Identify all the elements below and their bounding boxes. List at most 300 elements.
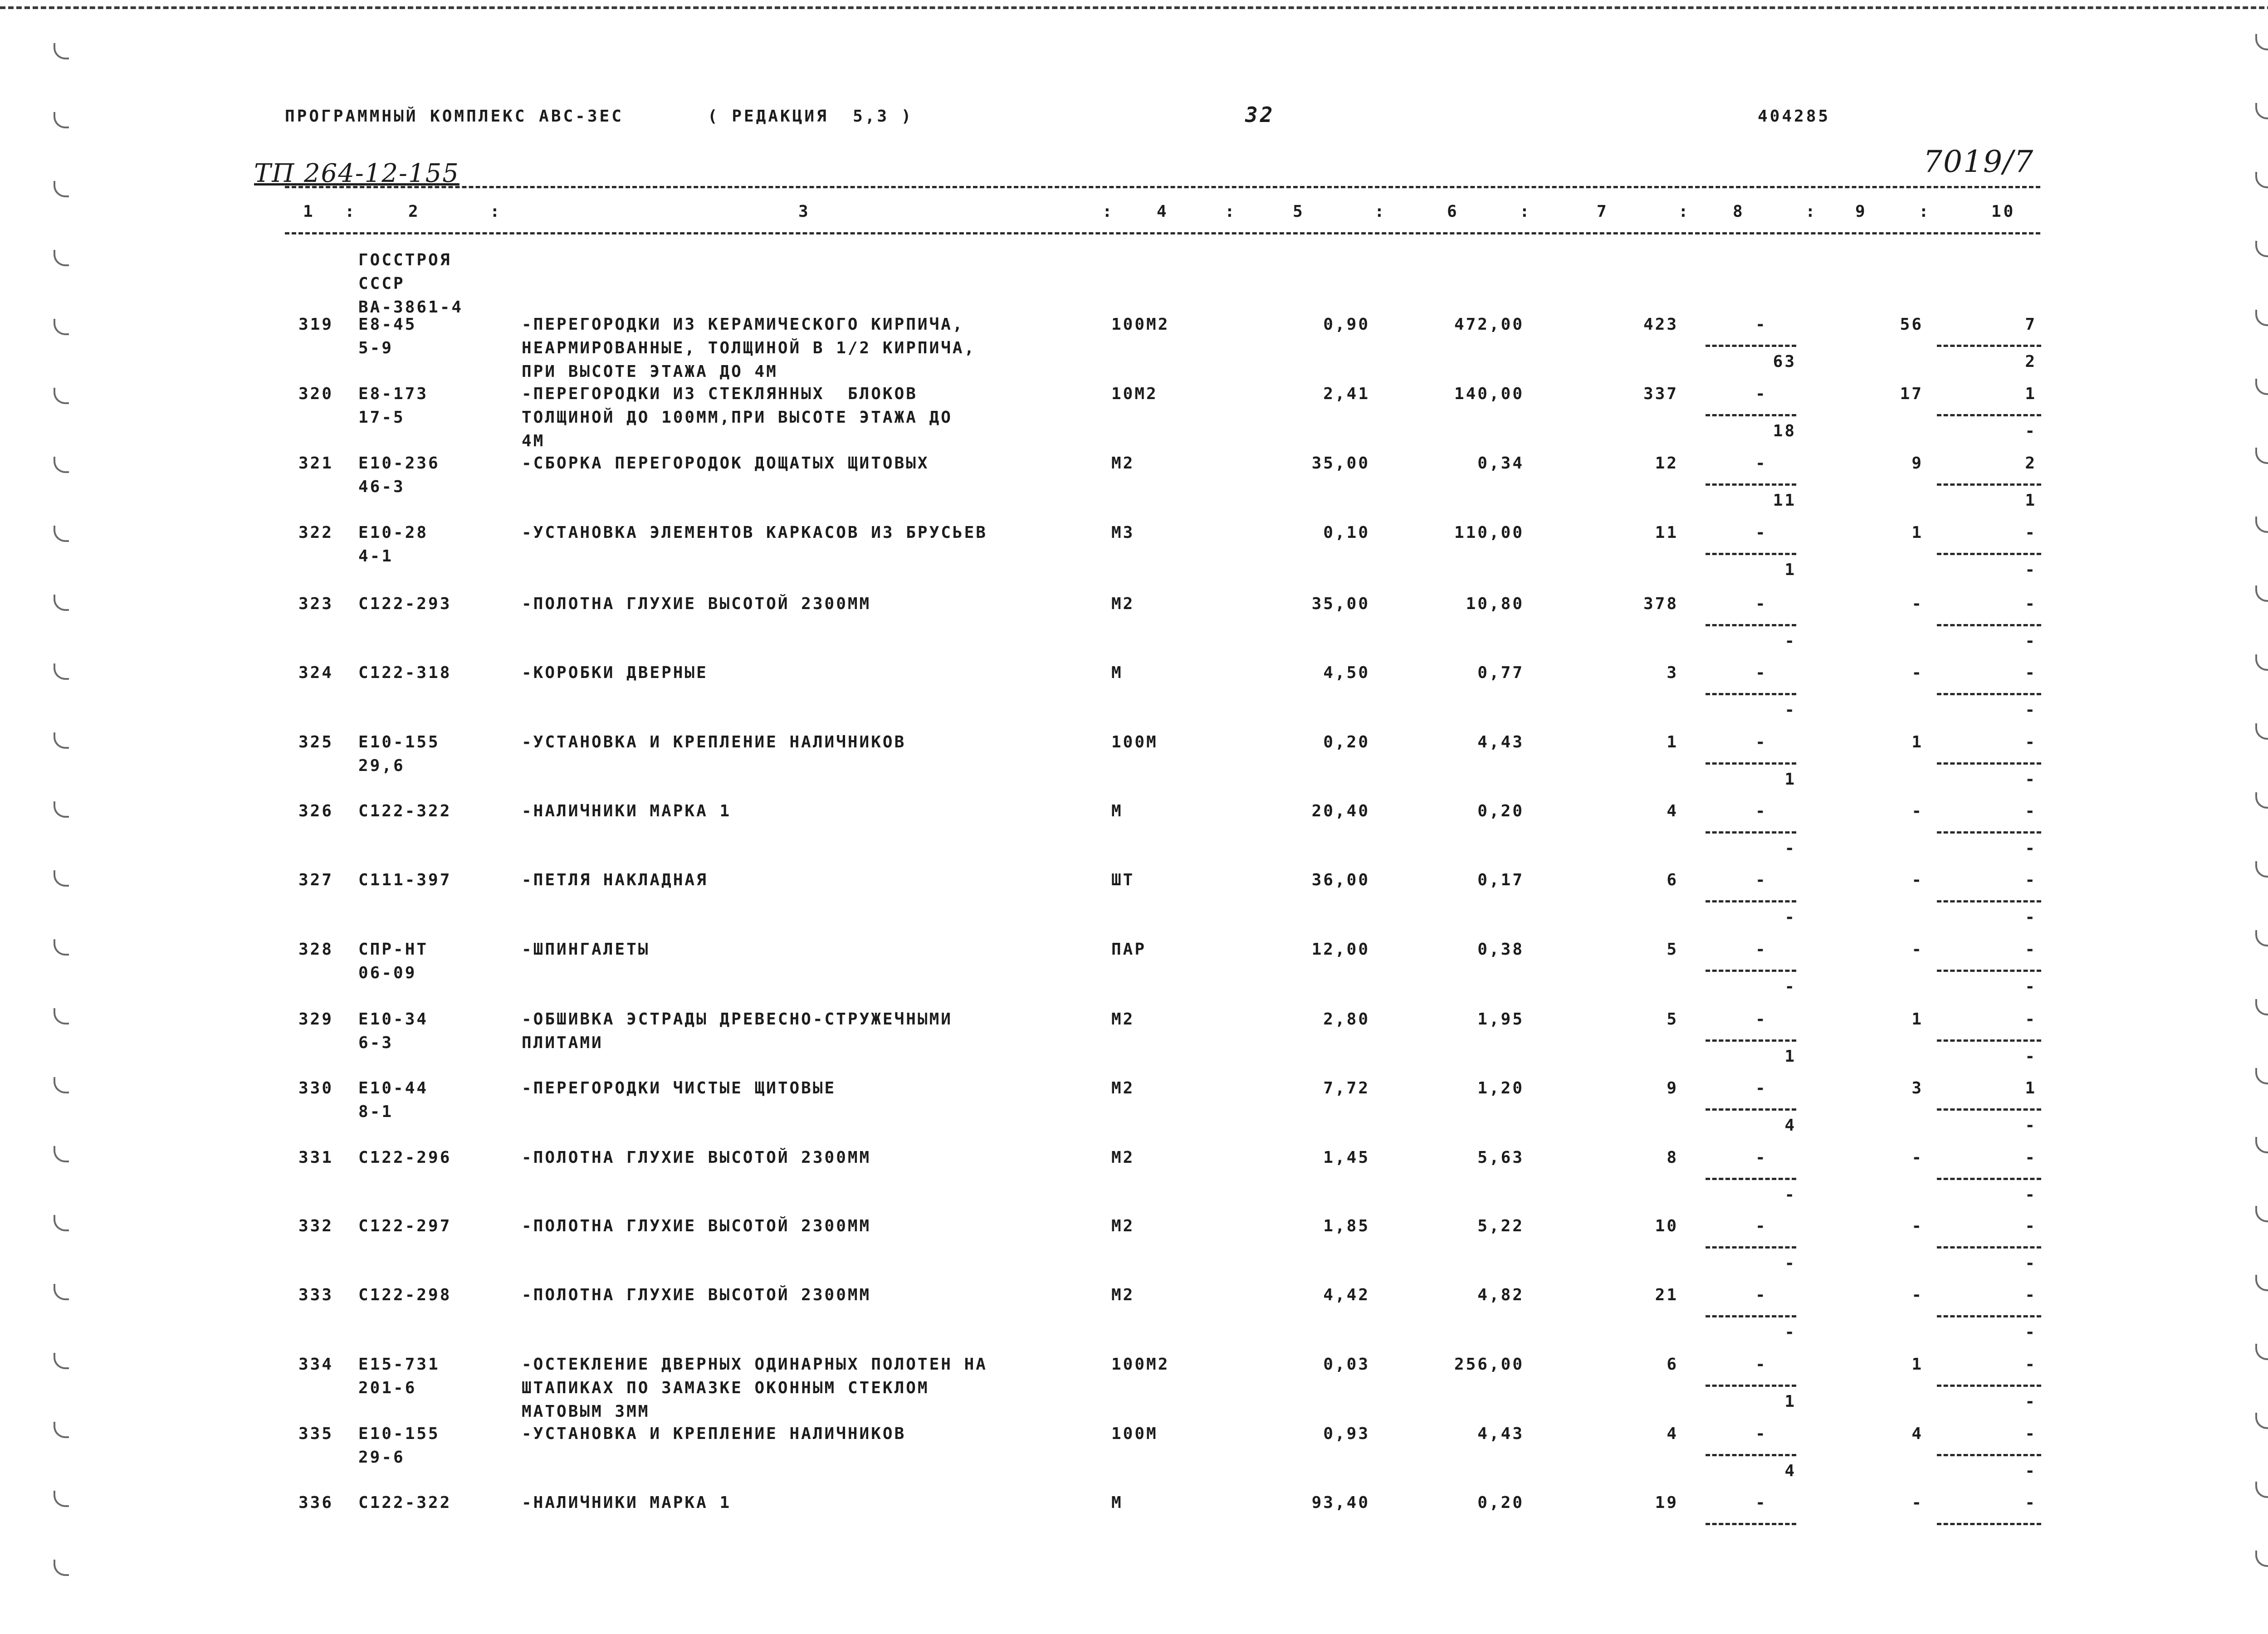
total-cost: 5 bbox=[1667, 940, 1678, 959]
col9-value: 3 bbox=[1911, 1079, 1923, 1097]
col8-lower-value: - bbox=[1784, 1254, 1796, 1273]
column-number: 2 bbox=[408, 202, 420, 221]
unit-price: 4,43 bbox=[1477, 733, 1524, 751]
norm-subcode: 29-6 bbox=[358, 1448, 405, 1467]
col10-lower-value: - bbox=[2025, 1462, 2037, 1480]
column-number: 8 bbox=[1733, 202, 1745, 221]
col10-lower-value: - bbox=[2025, 1116, 2037, 1135]
row-number: 331 bbox=[298, 1148, 334, 1167]
fraction-line bbox=[1706, 831, 1796, 834]
work-description: ПРИ ВЫСОТЕ ЭТАЖА ДО 4М bbox=[522, 362, 778, 381]
punch-hole bbox=[54, 526, 69, 542]
col10-value: 1 bbox=[2025, 1079, 2037, 1097]
col9-value: - bbox=[1911, 802, 1923, 820]
punch-hole bbox=[54, 663, 69, 680]
fraction-line bbox=[1706, 1178, 1796, 1180]
punch-hole bbox=[54, 1215, 69, 1231]
norm-subcode: 06-09 bbox=[358, 964, 417, 982]
column-separator: : bbox=[1374, 202, 1387, 221]
punch-hole bbox=[2255, 448, 2268, 464]
col8-lower-value: 18 bbox=[1773, 422, 1796, 440]
unit: М2 bbox=[1111, 1286, 1135, 1304]
col9-value: 1 bbox=[1911, 1010, 1923, 1029]
work-description: -ПОЛОТНА ГЛУХИЕ ВЫСОТОЙ 2300ММ bbox=[522, 1217, 871, 1235]
col10-lower-value: - bbox=[2025, 770, 2037, 789]
col9-value: - bbox=[1911, 1493, 1923, 1512]
col10-lower-value: - bbox=[2025, 1047, 2037, 1066]
work-description: -ШПИНГАЛЕТЫ bbox=[522, 940, 650, 959]
fraction-line bbox=[1937, 624, 2041, 626]
punch-hole bbox=[2255, 1344, 2268, 1360]
col8-lower-value: 63 bbox=[1773, 352, 1796, 371]
fraction-line bbox=[1937, 483, 2041, 486]
fraction-line bbox=[1937, 345, 2041, 347]
row-number: 329 bbox=[298, 1010, 334, 1029]
unit: 100М bbox=[1111, 733, 1158, 751]
col10-lower-value: 2 bbox=[2025, 352, 2037, 371]
fraction-line bbox=[1937, 970, 2041, 972]
norm-code: Е8-45 bbox=[358, 315, 417, 334]
column-separator: : bbox=[1225, 202, 1237, 221]
quantity: 0,20 bbox=[1323, 733, 1370, 751]
column-separator: : bbox=[1520, 202, 1532, 221]
col10-value: - bbox=[2025, 1217, 2037, 1235]
norm-subcode: 8-1 bbox=[358, 1102, 394, 1121]
column-number: 7 bbox=[1597, 202, 1609, 221]
punch-hole bbox=[2255, 930, 2268, 946]
quantity: 35,00 bbox=[1311, 595, 1370, 613]
unit-price: 0,20 bbox=[1477, 1493, 1524, 1512]
unit: 100М2 bbox=[1111, 315, 1170, 334]
quantity: 36,00 bbox=[1311, 871, 1370, 889]
fraction-line bbox=[1706, 762, 1796, 765]
fraction-line bbox=[1937, 1523, 2041, 1525]
total-cost: 6 bbox=[1667, 1355, 1678, 1374]
col10-lower-value: - bbox=[2025, 422, 2037, 440]
norm-code: Е10-44 bbox=[358, 1079, 429, 1097]
col10-lower-value: - bbox=[2025, 1254, 2037, 1273]
col8-value: - bbox=[1755, 1286, 1767, 1304]
row-number: 325 bbox=[298, 733, 334, 751]
fraction-line bbox=[1706, 1523, 1796, 1525]
fraction-line bbox=[1706, 1039, 1796, 1042]
norm-code: С122-322 bbox=[358, 1493, 452, 1512]
norm-code: Е10-236 bbox=[358, 454, 440, 473]
fraction-line bbox=[1706, 483, 1796, 486]
col8-value: - bbox=[1755, 871, 1767, 889]
column-separator: : bbox=[490, 202, 502, 221]
unit: 100М bbox=[1111, 1424, 1158, 1443]
fraction-line bbox=[1937, 900, 2041, 902]
punch-hole bbox=[54, 801, 69, 818]
punch-hole bbox=[54, 1008, 69, 1024]
col8-lower-value: - bbox=[1784, 701, 1796, 719]
punch-hole bbox=[54, 1284, 69, 1300]
col10-lower-value: - bbox=[2025, 839, 2037, 858]
fraction-line bbox=[1937, 762, 2041, 765]
col10-value: - bbox=[2025, 1148, 2037, 1167]
quantity: 2,41 bbox=[1323, 385, 1370, 403]
norm-code: СПР-НТ bbox=[358, 940, 429, 959]
total-cost: 10 bbox=[1655, 1217, 1678, 1235]
row-number: 332 bbox=[298, 1217, 334, 1235]
unit-price: 140,00 bbox=[1454, 385, 1524, 403]
unit-price: 0,17 bbox=[1477, 871, 1524, 889]
norm-subcode: 4-1 bbox=[358, 547, 394, 566]
punch-hole bbox=[2255, 379, 2268, 395]
col10-value: - bbox=[2025, 1424, 2037, 1443]
sheet-number-handwritten: 7019/7 bbox=[1923, 144, 2034, 179]
work-description: -ПЕРЕГОРОДКИ ЧИСТЫЕ ЩИТОВЫЕ bbox=[522, 1079, 836, 1097]
norm-code: С122-298 bbox=[358, 1286, 452, 1304]
col8-lower-value: - bbox=[1784, 632, 1796, 650]
work-description: -УСТАНОВКА И КРЕПЛЕНИЕ НАЛИЧНИКОВ bbox=[522, 1424, 906, 1443]
work-description: -ОБШИВКА ЭСТРАДЫ ДРЕВЕСНО-СТРУЖЕЧНЫМИ bbox=[522, 1010, 953, 1029]
col10-value: - bbox=[2025, 595, 2037, 613]
col9-value: - bbox=[1911, 1217, 1923, 1235]
norm-code: С122-293 bbox=[358, 595, 452, 613]
row-number: 336 bbox=[298, 1493, 334, 1512]
col10-lower-value: - bbox=[2025, 1185, 2037, 1204]
unit: М3 bbox=[1111, 523, 1135, 542]
norm-subcode: 46-3 bbox=[358, 478, 405, 496]
col10-lower-value: - bbox=[2025, 1323, 2037, 1341]
total-cost: 9 bbox=[1667, 1079, 1678, 1097]
fraction-line bbox=[1706, 693, 1796, 695]
punch-hole bbox=[2255, 1482, 2268, 1498]
norm-code: Е10-155 bbox=[358, 1424, 440, 1443]
col9-value: - bbox=[1911, 663, 1923, 682]
col8-value: - bbox=[1755, 1424, 1767, 1443]
col8-lower-value: 11 bbox=[1773, 491, 1796, 510]
punch-hole bbox=[54, 457, 69, 473]
fraction-line bbox=[1937, 693, 2041, 695]
punch-hole bbox=[54, 1353, 69, 1369]
total-cost: 378 bbox=[1643, 595, 1678, 613]
norm-code: С122-297 bbox=[358, 1217, 452, 1235]
col9-value: 1 bbox=[1911, 733, 1923, 751]
col10-value: 2 bbox=[2025, 454, 2037, 473]
fraction-line bbox=[1937, 1178, 2041, 1180]
quantity: 0,10 bbox=[1323, 523, 1370, 542]
total-cost: 337 bbox=[1643, 385, 1678, 403]
row-number: 333 bbox=[298, 1286, 334, 1304]
row-number: 324 bbox=[298, 663, 334, 682]
col9-value: 9 bbox=[1911, 454, 1923, 473]
norm-code: Е10-28 bbox=[358, 523, 429, 542]
unit-price: 1,95 bbox=[1477, 1010, 1524, 1029]
punch-hole bbox=[2255, 34, 2268, 50]
col8-value: - bbox=[1755, 1493, 1767, 1512]
unit: ШТ bbox=[1111, 871, 1135, 889]
norm-subcode: 5-9 bbox=[358, 339, 394, 357]
column-number: 10 bbox=[1991, 202, 2016, 221]
col10-lower-value: - bbox=[2025, 632, 2037, 650]
unit: М2 bbox=[1111, 1079, 1135, 1097]
work-description: -ПОЛОТНА ГЛУХИЕ ВЫСОТОЙ 2300ММ bbox=[522, 1286, 871, 1304]
fraction-line bbox=[1706, 1454, 1796, 1456]
row-number: 327 bbox=[298, 871, 334, 889]
row-number: 326 bbox=[298, 802, 334, 820]
total-cost: 8 bbox=[1667, 1148, 1678, 1167]
fraction-line bbox=[1937, 831, 2041, 834]
document-code: 404285 bbox=[1758, 107, 1831, 126]
col8-lower-value: - bbox=[1784, 1185, 1796, 1204]
col10-value: - bbox=[2025, 802, 2037, 820]
col9-value: 1 bbox=[1911, 523, 1923, 542]
col8-lower-value: 1 bbox=[1784, 561, 1796, 579]
punch-hole bbox=[54, 112, 69, 128]
punch-hole bbox=[54, 870, 69, 887]
quantity: 2,80 bbox=[1323, 1010, 1370, 1029]
unit: ПАР bbox=[1111, 940, 1147, 959]
col10-value: - bbox=[2025, 940, 2037, 959]
punch-hole bbox=[54, 1491, 69, 1507]
fraction-line bbox=[1706, 624, 1796, 626]
project-number-handwritten: ТП 264-12-155 bbox=[254, 159, 459, 188]
unit-price: 5,22 bbox=[1477, 1217, 1524, 1235]
fraction-line bbox=[1937, 1385, 2041, 1387]
row-number: 322 bbox=[298, 523, 334, 542]
punch-hole bbox=[2255, 723, 2268, 740]
unit-price: 0,34 bbox=[1477, 454, 1524, 473]
norm-code: Е10-155 bbox=[358, 733, 440, 751]
punch-hole bbox=[54, 43, 69, 59]
norm-subcode: 6-3 bbox=[358, 1034, 394, 1052]
work-description: -КОРОБКИ ДВЕРНЫЕ bbox=[522, 663, 708, 682]
edition-label: ( РЕДАКЦИЯ 5,3 ) bbox=[708, 107, 914, 126]
col8-value: - bbox=[1755, 1079, 1767, 1097]
col10-lower-value: - bbox=[2025, 561, 2037, 579]
quantity: 0,90 bbox=[1323, 315, 1370, 334]
punch-hole bbox=[54, 1077, 69, 1093]
unit: М2 bbox=[1111, 595, 1135, 613]
col8-lower-value: 1 bbox=[1784, 1392, 1796, 1411]
col10-value: - bbox=[2025, 663, 2037, 682]
row-number: 334 bbox=[298, 1355, 334, 1374]
column-number: 6 bbox=[1447, 202, 1459, 221]
punch-hole bbox=[2255, 103, 2268, 119]
unit-price: 0,20 bbox=[1477, 802, 1524, 820]
row-number: 335 bbox=[298, 1424, 334, 1443]
row-number: 328 bbox=[298, 940, 334, 959]
norm-subcode: 201-6 bbox=[358, 1379, 417, 1397]
norm-subcode: 17-5 bbox=[358, 408, 405, 427]
quantity: 4,42 bbox=[1323, 1286, 1370, 1304]
total-cost: 6 bbox=[1667, 871, 1678, 889]
col8-lower-value: - bbox=[1784, 977, 1796, 996]
col8-lower-value: - bbox=[1784, 1323, 1796, 1341]
unit: М bbox=[1111, 1493, 1123, 1512]
punch-hole bbox=[54, 732, 69, 749]
work-description: -ПОЛОТНА ГЛУХИЕ ВЫСОТОЙ 2300ММ bbox=[522, 595, 871, 613]
punch-hole bbox=[2255, 585, 2268, 602]
col8-value: - bbox=[1755, 940, 1767, 959]
unit-price: 0,77 bbox=[1477, 663, 1524, 682]
column-number: 9 bbox=[1855, 202, 1867, 221]
col8-value: - bbox=[1755, 385, 1767, 403]
norm-code: С122-322 bbox=[358, 802, 452, 820]
col9-value: - bbox=[1911, 1148, 1923, 1167]
work-description: -ОСТЕКЛЕНИЕ ДВЕРНЫХ ОДИНАРНЫХ ПОЛОТЕН НА bbox=[522, 1355, 987, 1374]
quantity: 0,93 bbox=[1323, 1424, 1370, 1443]
col10-value: - bbox=[2025, 871, 2037, 889]
unit-price: 5,63 bbox=[1477, 1148, 1524, 1167]
column-separator: : bbox=[345, 202, 357, 221]
column-separator: : bbox=[1919, 202, 1931, 221]
unit: М2 bbox=[1111, 1010, 1135, 1029]
total-cost: 3 bbox=[1667, 663, 1678, 682]
punch-hole bbox=[54, 388, 69, 404]
unit: 100М2 bbox=[1111, 1355, 1170, 1374]
col8-lower-value: 1 bbox=[1784, 770, 1796, 789]
work-description: ПЛИТАМИ bbox=[522, 1034, 603, 1052]
punch-hole bbox=[54, 939, 69, 956]
work-description: ТОЛЩИНОЙ ДО 100ММ,ПРИ ВЫСОТЕ ЭТАЖА ДО bbox=[522, 408, 953, 427]
col8-value: - bbox=[1755, 595, 1767, 613]
fraction-line bbox=[1706, 1246, 1796, 1249]
fraction-line bbox=[1706, 1315, 1796, 1317]
total-cost: 12 bbox=[1655, 454, 1678, 473]
fraction-line bbox=[1937, 1108, 2041, 1111]
col10-value: - bbox=[2025, 1010, 2037, 1029]
preamble-line: ГОССТРОЯ bbox=[358, 251, 452, 269]
punch-hole bbox=[54, 595, 69, 611]
row-number: 323 bbox=[298, 595, 334, 613]
punch-hole bbox=[2255, 654, 2268, 671]
preamble-line: ВА-3861-4 bbox=[358, 298, 464, 317]
unit-price: 256,00 bbox=[1454, 1355, 1524, 1374]
col8-value: - bbox=[1755, 1355, 1767, 1374]
column-number: 4 bbox=[1157, 202, 1169, 221]
unit: 10М2 bbox=[1111, 385, 1158, 403]
norm-subcode: 29,6 bbox=[358, 756, 405, 775]
unit-price: 0,38 bbox=[1477, 940, 1524, 959]
work-description: -НАЛИЧНИКИ МАРКА 1 bbox=[522, 1493, 732, 1512]
punch-hole bbox=[2255, 792, 2268, 809]
norm-code: С122-296 bbox=[358, 1148, 452, 1167]
column-number: 5 bbox=[1293, 202, 1305, 221]
unit: М2 bbox=[1111, 454, 1135, 473]
col8-value: - bbox=[1755, 454, 1767, 473]
row-number: 330 bbox=[298, 1079, 334, 1097]
total-cost: 1 bbox=[1667, 733, 1678, 751]
col9-value: - bbox=[1911, 940, 1923, 959]
unit-price: 4,43 bbox=[1477, 1424, 1524, 1443]
fraction-line bbox=[1706, 1108, 1796, 1111]
col8-lower-value: 1 bbox=[1784, 1047, 1796, 1066]
fraction-line bbox=[1937, 553, 2041, 555]
fraction-line bbox=[1706, 900, 1796, 902]
work-description: -ПЕРЕГОРОДКИ ИЗ СТЕКЛЯННЫХ БЛОКОВ bbox=[522, 385, 918, 403]
col8-lower-value: 4 bbox=[1784, 1462, 1796, 1480]
col10-lower-value: - bbox=[2025, 908, 2037, 927]
row-number: 320 bbox=[298, 385, 334, 403]
work-description: -ПОЛОТНА ГЛУХИЕ ВЫСОТОЙ 2300ММ bbox=[522, 1148, 871, 1167]
page-number: 32 bbox=[1245, 102, 1275, 127]
top-tear-edge bbox=[0, 6, 2268, 9]
work-description: -УСТАНОВКА ЭЛЕМЕНТОВ КАРКАСОВ ИЗ БРУСЬЕВ bbox=[522, 523, 987, 542]
unit: М bbox=[1111, 663, 1123, 682]
fraction-line bbox=[1937, 1246, 2041, 1249]
norm-code: С111-397 bbox=[358, 871, 452, 889]
fraction-line bbox=[1937, 1039, 2041, 1042]
punch-hole bbox=[2255, 517, 2268, 533]
col8-value: - bbox=[1755, 663, 1767, 682]
work-description: ШТАПИКАХ ПО ЗАМАЗКЕ ОКОННЫМ СТЕКЛОМ bbox=[522, 1379, 929, 1397]
col10-lower-value: - bbox=[2025, 977, 2037, 996]
col9-value: 1 bbox=[1911, 1355, 1923, 1374]
col8-lower-value: 4 bbox=[1784, 1116, 1796, 1135]
norm-code: С122-318 bbox=[358, 663, 452, 682]
punch-hole bbox=[2255, 1551, 2268, 1567]
quantity: 93,40 bbox=[1311, 1493, 1370, 1512]
fraction-line bbox=[1706, 970, 1796, 972]
fraction-line bbox=[1937, 1315, 2041, 1317]
punch-hole bbox=[2255, 172, 2268, 188]
col10-value: - bbox=[2025, 1493, 2037, 1512]
total-cost: 4 bbox=[1667, 802, 1678, 820]
punch-hole bbox=[2255, 861, 2268, 878]
work-description: -ПЕРЕГОРОДКИ ИЗ КЕРАМИЧЕСКОГО КИРПИЧА, bbox=[522, 315, 964, 334]
col10-value: 1 bbox=[2025, 385, 2037, 403]
punch-hole bbox=[2255, 1413, 2268, 1429]
work-description: НЕАРМИРОВАННЫЕ, ТОЛЩИНОЙ В 1/2 КИРПИЧА, bbox=[522, 339, 976, 357]
fraction-line bbox=[1706, 414, 1796, 416]
fraction-line bbox=[1937, 414, 2041, 416]
col9-value: 4 bbox=[1911, 1424, 1923, 1443]
work-description: -СБОРКА ПЕРЕГОРОДОК ДОЩАТЫХ ЩИТОВЫХ bbox=[522, 454, 929, 473]
col8-lower-value: - bbox=[1784, 839, 1796, 858]
punch-hole bbox=[54, 1146, 69, 1162]
unit: М bbox=[1111, 802, 1123, 820]
quantity: 1,85 bbox=[1323, 1217, 1370, 1235]
col8-value: - bbox=[1755, 1148, 1767, 1167]
column-separator: : bbox=[1805, 202, 1818, 221]
col10-lower-value: - bbox=[2025, 701, 2037, 719]
col10-value: - bbox=[2025, 523, 2037, 542]
quantity: 7,72 bbox=[1323, 1079, 1370, 1097]
col8-value: - bbox=[1755, 315, 1767, 334]
fraction-line bbox=[1937, 1454, 2041, 1456]
punch-hole bbox=[54, 250, 69, 266]
quantity: 20,40 bbox=[1311, 802, 1370, 820]
column-number: 3 bbox=[798, 202, 811, 221]
col8-value: - bbox=[1755, 1010, 1767, 1029]
work-description: -ПЕТЛЯ НАКЛАДНАЯ bbox=[522, 871, 708, 889]
unit-price: 110,00 bbox=[1454, 523, 1524, 542]
total-cost: 4 bbox=[1667, 1424, 1678, 1443]
col8-value: - bbox=[1755, 733, 1767, 751]
col9-value: - bbox=[1911, 595, 1923, 613]
unit: М2 bbox=[1111, 1148, 1135, 1167]
header-rule-bottom bbox=[285, 232, 2040, 234]
punch-hole bbox=[2255, 999, 2268, 1015]
punch-hole bbox=[2255, 1206, 2268, 1222]
col9-value: - bbox=[1911, 1286, 1923, 1304]
quantity: 1,45 bbox=[1323, 1148, 1370, 1167]
norm-code: Е10-34 bbox=[358, 1010, 429, 1029]
col9-value: 56 bbox=[1900, 315, 1923, 334]
unit-price: 472,00 bbox=[1454, 315, 1524, 334]
norm-code: Е8-173 bbox=[358, 385, 429, 403]
punch-hole bbox=[2255, 1137, 2268, 1153]
col10-lower-value: - bbox=[2025, 1392, 2037, 1411]
col8-value: - bbox=[1755, 1217, 1767, 1235]
punch-hole bbox=[54, 181, 69, 197]
row-number: 321 bbox=[298, 454, 334, 473]
norm-code: Е15-731 bbox=[358, 1355, 440, 1374]
